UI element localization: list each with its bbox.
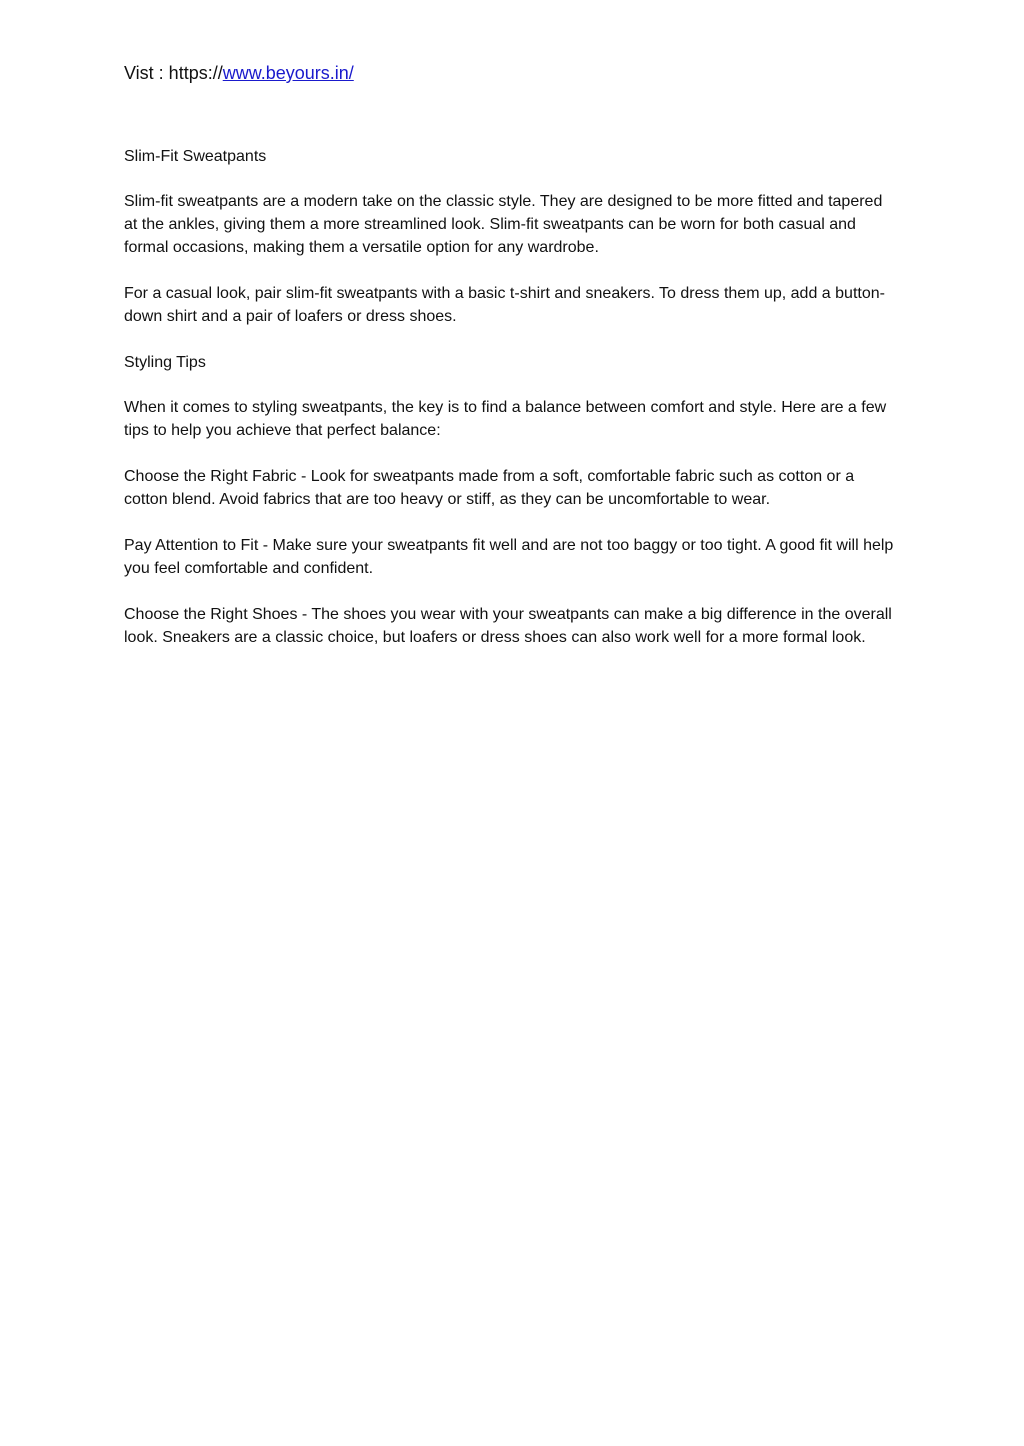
article-body: [124, 145, 894, 672]
section-heading-styling-tips: Styling Tips: [124, 354, 206, 371]
visit-prefix: Vist : https://: [124, 63, 223, 83]
paragraph-slim-fit-intro: Slim-fit sweatpants are a modern take on the classic style. They are designed to be more fitted and tapered at the ankles, giving them a more streamlined look. Slim-fit sweatpants can be worn for both casual and formal occasions, making them a versatile option for any wardrobe.: [124, 193, 883, 256]
paragraph-attention-fit: Pay Attention to Fit - Make sure your sweatpants fit well and are not too baggy or too tight. A good fit will help you feel comfortable and confident.: [124, 537, 894, 577]
paragraph-right-shoes: Choose the Right Shoes - The shoes you wear with your sweatpants can make a big difference in the overall look. Sneakers are a classic choice, but loafers or dress shoes can also work well for a more formal look.: [124, 606, 892, 646]
paragraph-casual-look: For a casual look, pair slim-fit sweatpants with a basic t-shirt and sneakers. To dress them up, add a button-down shirt and a pair of loafers or dress shoes.: [124, 285, 885, 325]
website-link[interactable]: www.beyours.in/: [222, 63, 354, 83]
paragraph-styling-intro: When it comes to styling sweatpants, the key is to find a balance between comfort and style. Here are a few tips to help you achieve that perfect balance:: [124, 399, 887, 439]
visit-line: [124, 61, 354, 85]
section-heading-slim-fit: Slim-Fit Sweatpants: [124, 148, 267, 165]
paragraph-right-fabric: Choose the Right Fabric - Look for sweatpants made from a soft, comfortable fabric such as cotton or a cotton blend. Avoid fabrics that are too heavy or stiff, as they can be uncomfortable to wear.: [124, 468, 855, 508]
